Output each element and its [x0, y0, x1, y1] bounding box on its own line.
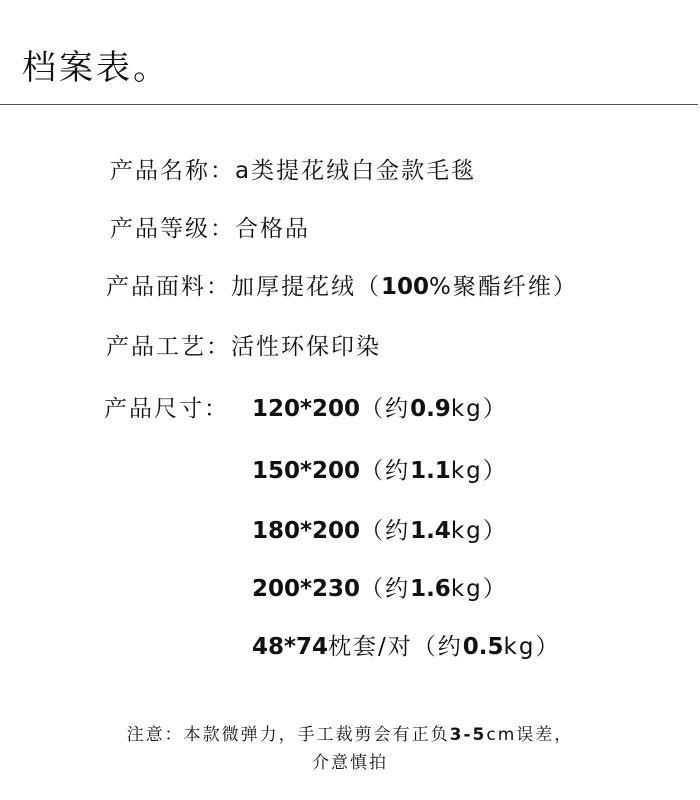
- size-row: [252, 632, 560, 662]
- size-weight: 1.1: [410, 458, 451, 484]
- note-text: cm误差，: [486, 725, 574, 745]
- size-label: 产品尺寸：: [104, 396, 229, 422]
- spec-value: 活性环保印染: [231, 334, 381, 360]
- size-unit: kg）: [450, 396, 508, 422]
- divider: [0, 104, 698, 105]
- size-unit: kg）: [450, 458, 508, 484]
- size-unit: kg）: [450, 518, 508, 544]
- spec-label: 产品名称：: [110, 158, 235, 184]
- spec-label: 产品等级：: [110, 216, 235, 242]
- spec-row-name: [110, 156, 476, 186]
- spec-row-fabric: [106, 272, 578, 302]
- spec-label: 产品面料：: [106, 274, 231, 300]
- spec-value: 合格品: [235, 216, 310, 242]
- size-dims: 150*200: [252, 458, 361, 484]
- size-unit: kg）: [450, 576, 508, 602]
- size-row: [252, 516, 508, 546]
- size-dims: 180*200: [252, 518, 361, 544]
- spec-value: 加厚提花绒（: [231, 274, 381, 300]
- size-open: （约: [360, 576, 411, 602]
- page-title: 档案表。: [22, 48, 170, 88]
- size-open: （约: [360, 458, 411, 484]
- spec-value: a类提花绒白金款毛毯: [235, 158, 477, 184]
- size-open: （约: [360, 396, 411, 422]
- spec-row-grade: [110, 214, 310, 244]
- size-suffix: 枕套/对: [328, 634, 413, 660]
- size-unit: kg）: [503, 634, 561, 660]
- size-row: [252, 574, 508, 604]
- size-open: （约: [412, 634, 463, 660]
- size-weight: 1.6: [410, 576, 451, 602]
- spec-row-process: [106, 332, 381, 362]
- note-tolerance: 3-5: [449, 725, 487, 745]
- size-row: [252, 456, 508, 486]
- spec-value: %聚酯纤维）: [429, 274, 578, 300]
- size-weight: 1.4: [410, 518, 451, 544]
- size-dims: 120*200: [252, 396, 361, 422]
- note-line-1: [0, 722, 700, 748]
- size-dims: 48*74: [252, 634, 329, 660]
- size-row: [252, 394, 508, 424]
- note-line-2: 介意慎拍: [312, 753, 388, 773]
- spec-label: 产品工艺：: [106, 334, 231, 360]
- size-open: （约: [360, 518, 411, 544]
- note-text: 注意：本款微弹力，手工裁剪会有正负: [126, 725, 450, 745]
- size-weight: 0.5: [462, 634, 504, 660]
- size-dims: 200*230: [252, 576, 361, 602]
- size-weight: 0.9: [410, 396, 451, 422]
- spec-value-percent: 100: [381, 274, 430, 300]
